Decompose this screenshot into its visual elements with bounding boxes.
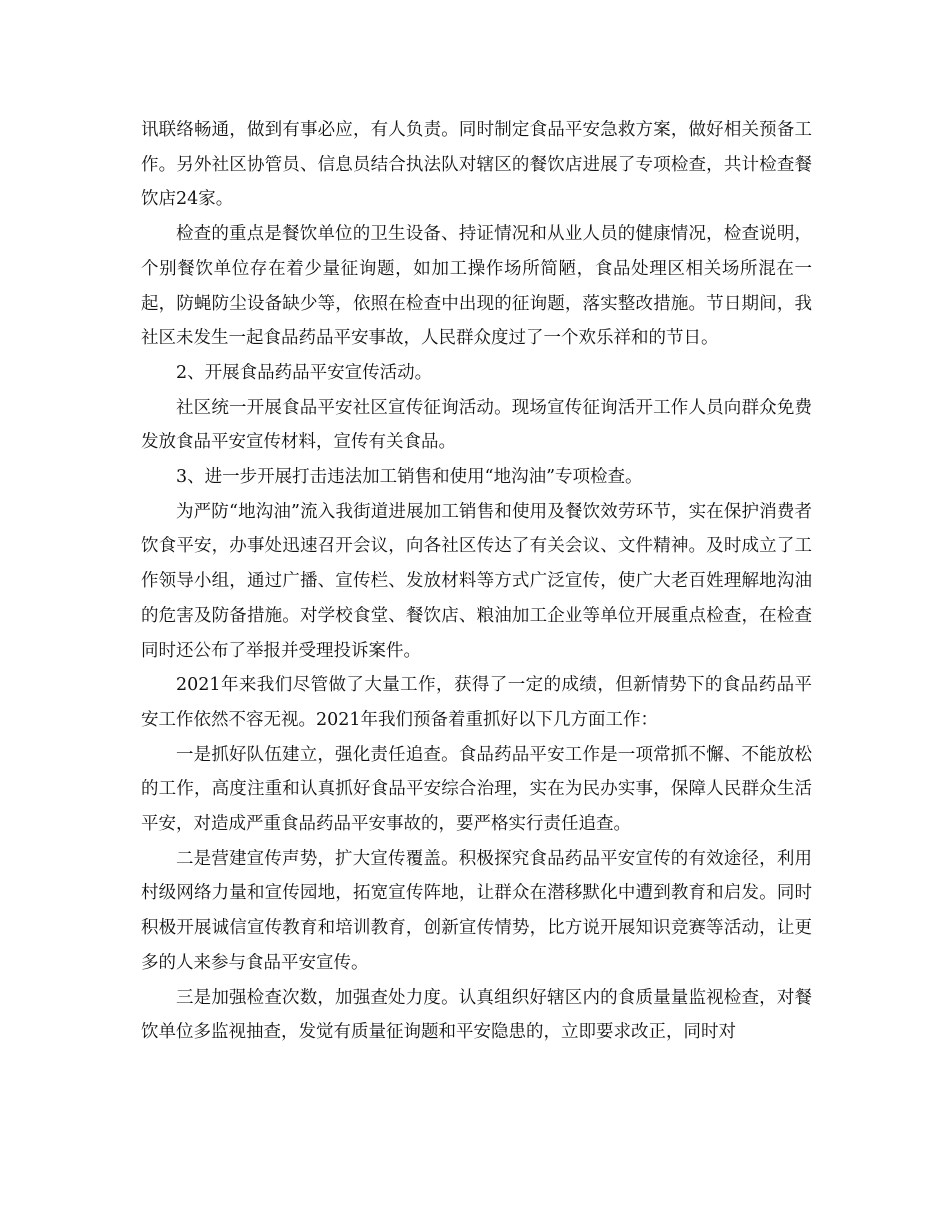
paragraph-point-two: 二是营建宣传声势，扩大宣传覆盖。积极探究食品药品平安宣传的有效途径，利用村级网络力量和宣传园地，拓宽宣传阵地，让群众在潜移默化中遭到教育和启发。同时积极开展诚信宣传教育和培训教育，创新宣传情势，比方说开展知识竞赛等活动，让更多的人来参与食品平安宣传。 — [141, 848, 812, 973]
paragraph-inspection-focus: 检查的重点是餐饮单位的卫生设备、持证情况和从业人员的健康情况，检查说明，个别餐饮单位存在着少量征询题，如加工操作场所简陋，食品处理区相关场所混在一起，防蝇防尘设备缺少等，依照在检查中出现的征询题，落实整改措施。节日期间，我社区未发生一起食品药品平安事故，人民群众度过了一个欢乐祥和的节日。 — [141, 224, 812, 349]
paragraph-gutter-oil: 为严防“地沟油”流入我街道进展加工销售和使用及餐饮效劳环节，实在保护消费者饮食平安，办事处迅速召开会议，向各社区传达了有关会议、文件精神。及时成立了工作领导小组，通过广播、宣传栏、发放材料等方式广泛宣传，使广大老百姓理解地沟油的危害及防备措施。对学校食堂、餐饮店、粮油加工企业等单位开展重点检查，在检查同时还公布了举报并受理投诉案件。 — [141, 501, 812, 661]
section-heading-3: 3、进一步开展打击违法加工销售和使用“地沟油”专项检查。 — [176, 467, 643, 488]
paragraph-publicity: 社区统一开展食品平安社区宣传征询活动。现场宣传征询活开工作人员向群众免费发放食品平安宣传材料，宣传有关食品。 — [141, 397, 812, 453]
document-body — [141, 113, 812, 1050]
paragraph-summary-2021: 2021年来我们尽管做了大量工作，获得了一定的成绩，但新情势下的食品药品平安工作依然不容无视。2021年我们预备着重抓好以下几方面工作： — [141, 675, 812, 730]
paragraph-continued: 讯联络畅通，做到有事必应，有人负责。同时制定食品平安急救方案，做好相关预备工作。另外社区协管员、信息员结合执法队对辖区的餐饮店进展了专项检查，共计检查餐饮店24家。 — [141, 120, 812, 210]
section-heading-2: 2、开展食品药品平安宣传活动。 — [176, 362, 433, 383]
paragraph-point-one: 一是抓好队伍建立，强化责任追查。食品药品平安工作是一项常抓不懈、不能放松的工作，高度注重和认真抓好食品平安综合治理，实在为民办实事，保障人民群众生活平安，对造成严重食品药品平安事故的，要严格实行责任追查。 — [141, 744, 812, 835]
paragraph-point-three: 三是加强检查次数，加强查处力度。认真组织好辖区内的食质量量监视检查，对餐饮单位多监视抽查，发觉有质量征询题和平安隐患的，立即要求改正，同时对 — [141, 987, 812, 1043]
